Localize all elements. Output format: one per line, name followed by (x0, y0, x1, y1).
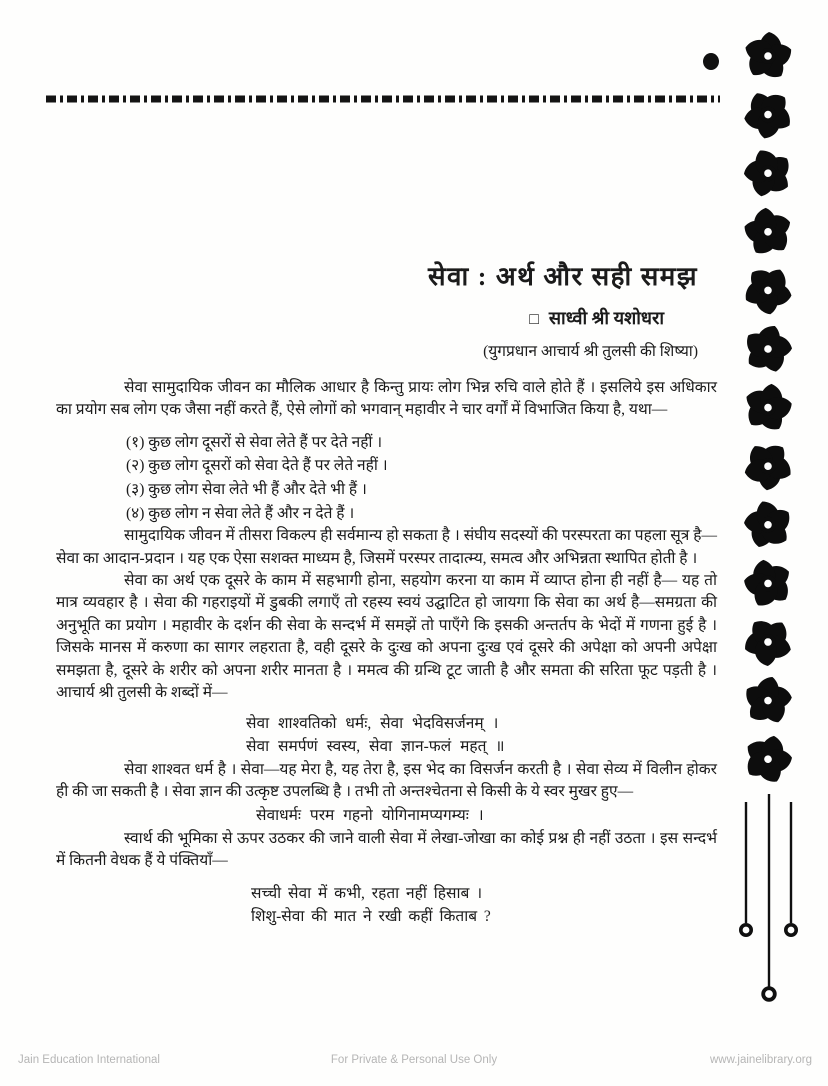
scan-footer (0, 1054, 828, 1070)
corner-dot-icon (703, 53, 719, 70)
list-item: (१) कुछ लोग दूसरों से सेवा लेते हैं पर देते नहीं । (126, 433, 383, 451)
verse-line: सेवा समर्पणं स्वस्य, सेवा ज्ञान-फलं महत् ॥ (246, 738, 505, 756)
author-name: साध्वी श्री यशोधरा (548, 308, 664, 328)
paragraph: सामुदायिक जीवन में तीसरा विकल्प ही सर्वमान्य हो सकता है । संघीय सदस्यों की परस्परता का पहला सूत्र है—सेवा का आदान-प्रदान । यह एक ऐसा सशक्त माध्यम है, जिसमें परस्पर तादात्म्य, समत्व और अभिन्नता स्थापित होती है । (56, 527, 717, 567)
paragraph: सेवा शाश्वत धर्म है । सेवा—यह मेरा है, यह तेरा है, इस भेद का विसर्जन करती है । सेवा सेव्य में विलीन होकर ही की जा सकती है । सेवा ज्ञान की उत्कृष्ट उपलब्धि है । तभी तो अन्तश्चेतना से किसी के ये स्वर मुखर हुए— (56, 760, 717, 801)
numbered-list (126, 431, 717, 525)
list-item: (२) कुछ लोग दूसरों को सेवा देते हैं पर लेते नहीं । (126, 457, 388, 475)
footer-left-text: Jain Education International (18, 1054, 160, 1066)
sanskrit-quote-line: सेवाधर्मः परम गहनो योगिनामप्यगम्यः । (256, 807, 484, 825)
sanskrit-verse (246, 713, 717, 758)
paragraph: सेवा सामुदायिक जीवन का मौलिक आधार है किन्तु प्रायः लोग भिन्न रुचि वाले होते हैं । इसलिये इस अधिकार का प्रयोग सब लोग एक जैसा नहीं करते हैं, ऐसे लोगों को भगवान् महावीर ने चार वर्गों में विभाजित किया है, यथा— (56, 379, 717, 419)
footer-center-text: For Private & Personal Use Only (330, 1054, 498, 1066)
article-title: सेवा : अर्थ और सही समझ (427, 262, 698, 291)
couplet-line: शिशु-सेवा की मात ने रखी कहीं किताब ? (251, 907, 491, 925)
verse-line: सेवा शाश्वतिको धर्मः, सेवा भेदविसर्जनम् । (246, 715, 499, 733)
list-item: (४) कुछ लोग न सेवा लेते हैं और न देते हैं । (126, 504, 355, 522)
list-item: (३) कुछ लोग सेवा लेते भी हैं और देते भी हैं । (126, 481, 367, 498)
square-marker-icon: □ (529, 311, 539, 328)
couplet-line: सच्ची सेवा में कभी, रहता नहीं हिसाब । (251, 884, 483, 902)
swirl-rosette-chain-icon (736, 26, 800, 790)
footer-right-text: www.jainelibrary.org (709, 1054, 812, 1066)
paragraph: सेवा का अर्थ एक दूसरे के काम में सहभागी होना, सहयोग करना या काम में व्याप्त होना ही नहीं है— यह तो मात्र व्यवहार है । सेवा की गहराइयों में डुबकी लगाएँ तो रहस्य स्वयं उद्घाटित हो जायगा कि सेवा का अर्थ है—समग्रता की अनुभूति का प्रयोग । महावीर के दर्शन की सेवा के सन्दर्भ में समझें तो पाएँगे कि इसकी अन्तर्तप के भेदों में गणना हुई है । जिसके मानस में करुणा का सागर लहराता है, वही दूसरे के दुःख को अपना दुःख एवं दूसरे की अपेक्षा को अपनी अपेक्षा समझता है, दूसरे के शरीर को अपना शरीर मानता है । ममत्व की ग्रन्थि टूट जाती है और समता की सरिता फूट पड़ती है । आचार्य श्री तुलसी के शब्दों में— (56, 572, 717, 702)
author-line (529, 306, 664, 330)
author-note: (युगप्रधान आचार्य श्री तुलसी की शिष्या) (483, 343, 698, 360)
article-body (56, 377, 717, 928)
pendant-tassel-icon (734, 792, 804, 1006)
paragraph: स्वार्थ की भूमिका से ऊपर उठकर की जाने वाली सेवा में लेखा-जोखा का कोई प्रश्न ही नहीं उठता । इस सन्दर्भ में कितनी वेधक हैं ये पंक्तियाँ— (56, 829, 717, 870)
hindi-couplet (251, 882, 717, 928)
beaded-rule-icon (42, 93, 724, 105)
